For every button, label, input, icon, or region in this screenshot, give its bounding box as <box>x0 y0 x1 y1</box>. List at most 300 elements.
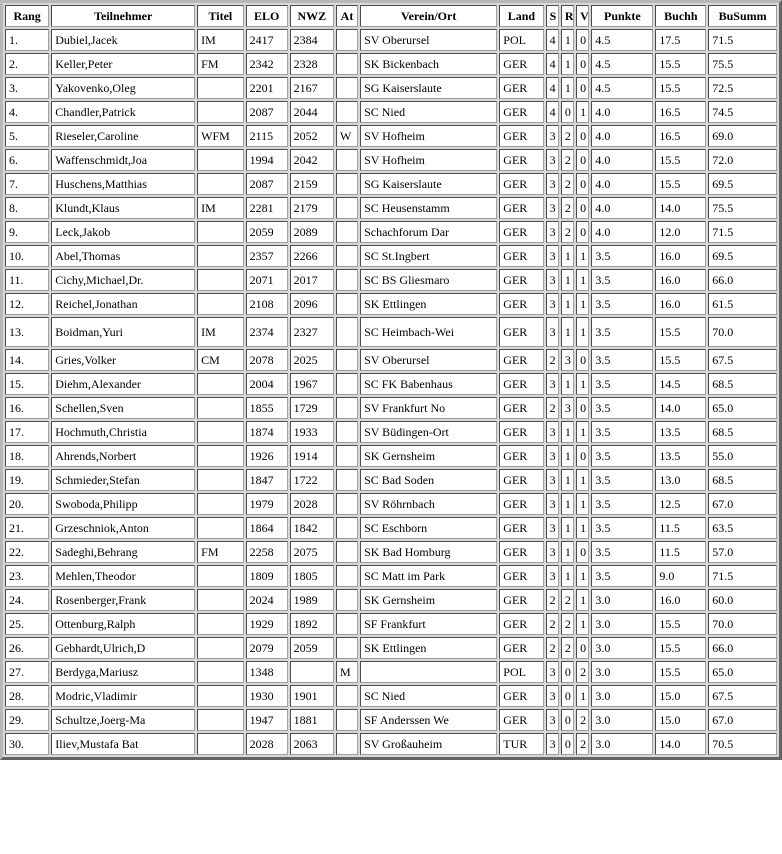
cell-nwz: 2052 <box>290 125 334 147</box>
cell-r: 2 <box>561 173 574 195</box>
cell-v: 2 <box>576 709 589 731</box>
table-row <box>5 493 777 515</box>
cell-titel <box>197 637 243 659</box>
cell-buchh: 16.0 <box>655 589 706 611</box>
cell-buchh: 12.0 <box>655 221 706 243</box>
cell-verein: SC Matt im Park <box>360 565 497 587</box>
cell-land: GER <box>499 613 543 635</box>
cell-nwz: 2089 <box>290 221 334 243</box>
cell-rang: 9. <box>5 221 49 243</box>
cell-busumm: 67.5 <box>708 685 777 707</box>
cell-s: 3 <box>546 269 559 291</box>
cell-elo: 2108 <box>246 293 288 315</box>
cell-land: GER <box>499 245 543 267</box>
cell-at: M <box>336 661 358 683</box>
cell-buchh: 15.5 <box>655 661 706 683</box>
cell-buchh: 16.5 <box>655 125 706 147</box>
cell-at <box>336 269 358 291</box>
cell-busumm: 66.0 <box>708 269 777 291</box>
cell-elo: 1864 <box>246 517 288 539</box>
cell-verein: SC Heusenstamm <box>360 197 497 219</box>
cell-elo: 2004 <box>246 373 288 395</box>
cell-s: 3 <box>546 445 559 467</box>
header-v: V <box>576 5 589 27</box>
cell-nwz: 2075 <box>290 541 334 563</box>
cell-busumm: 68.5 <box>708 469 777 491</box>
cell-titel: WFM <box>197 125 243 147</box>
header-busumm: BuSumm <box>708 5 777 27</box>
cell-r: 2 <box>561 125 574 147</box>
cell-s: 4 <box>546 29 559 51</box>
cell-verein: SV Röhrnbach <box>360 493 497 515</box>
cell-punkte: 3.0 <box>591 709 653 731</box>
cell-nwz: 2328 <box>290 53 334 75</box>
cell-teilnehmer: Iliev,Mustafa Bat <box>51 733 195 755</box>
table-row <box>5 29 777 51</box>
cell-punkte: 3.5 <box>591 317 653 347</box>
cell-verein: SC Nied <box>360 101 497 123</box>
cell-punkte: 4.5 <box>591 77 653 99</box>
cell-nwz: 2159 <box>290 173 334 195</box>
cell-verein: SC Eschborn <box>360 517 497 539</box>
header-row <box>5 5 777 27</box>
cell-verein: SV Hofheim <box>360 149 497 171</box>
cell-buchh: 15.5 <box>655 637 706 659</box>
cell-titel: IM <box>197 317 243 347</box>
cell-land: GER <box>499 517 543 539</box>
cell-verein: SK Bickenbach <box>360 53 497 75</box>
cell-land: GER <box>499 445 543 467</box>
cell-verein: SK Ettlingen <box>360 293 497 315</box>
cell-buchh: 13.0 <box>655 469 706 491</box>
cell-s: 3 <box>546 173 559 195</box>
cell-elo: 2028 <box>246 733 288 755</box>
cell-elo: 1994 <box>246 149 288 171</box>
cell-elo: 2342 <box>246 53 288 75</box>
table-row <box>5 565 777 587</box>
table-row <box>5 613 777 635</box>
table-row <box>5 445 777 467</box>
cell-buchh: 14.0 <box>655 733 706 755</box>
cell-titel: IM <box>197 29 243 51</box>
cell-s: 3 <box>546 149 559 171</box>
cell-r: 2 <box>561 637 574 659</box>
cell-s: 3 <box>546 565 559 587</box>
cell-busumm: 71.5 <box>708 29 777 51</box>
cell-r: 3 <box>561 397 574 419</box>
cell-punkte: 3.5 <box>591 517 653 539</box>
cell-nwz: 2167 <box>290 77 334 99</box>
cell-rang: 3. <box>5 77 49 99</box>
table-row <box>5 101 777 123</box>
cell-titel <box>197 293 243 315</box>
cell-busumm: 71.5 <box>708 565 777 587</box>
cell-rang: 19. <box>5 469 49 491</box>
cell-v: 0 <box>576 349 589 371</box>
cell-at <box>336 469 358 491</box>
cell-verein: SV Büdingen-Ort <box>360 421 497 443</box>
cell-teilnehmer: Grzeschniok,Anton <box>51 517 195 539</box>
cell-v: 0 <box>576 397 589 419</box>
cell-teilnehmer: Rieseler,Caroline <box>51 125 195 147</box>
cell-nwz: 1805 <box>290 565 334 587</box>
cell-teilnehmer: Huschens,Matthias <box>51 173 195 195</box>
cell-titel: FM <box>197 53 243 75</box>
cell-v: 1 <box>576 245 589 267</box>
cell-v: 1 <box>576 373 589 395</box>
cell-r: 1 <box>561 269 574 291</box>
cell-rang: 23. <box>5 565 49 587</box>
cell-busumm: 55.0 <box>708 445 777 467</box>
cell-punkte: 3.5 <box>591 565 653 587</box>
cell-s: 3 <box>546 709 559 731</box>
cell-busumm: 65.0 <box>708 661 777 683</box>
cell-s: 3 <box>546 245 559 267</box>
cell-teilnehmer: Modric,Vladimir <box>51 685 195 707</box>
cell-elo: 1809 <box>246 565 288 587</box>
cell-elo: 1855 <box>246 397 288 419</box>
table-row <box>5 197 777 219</box>
cell-s: 3 <box>546 517 559 539</box>
cell-land: GER <box>499 293 543 315</box>
cell-at <box>336 493 358 515</box>
cell-verein <box>360 661 497 683</box>
cell-teilnehmer: Keller,Peter <box>51 53 195 75</box>
cell-land: GER <box>499 125 543 147</box>
header-rang: Rang <box>5 5 49 27</box>
cell-titel <box>197 397 243 419</box>
cell-s: 3 <box>546 421 559 443</box>
cell-nwz: 1881 <box>290 709 334 731</box>
header-verein: Verein/Ort <box>360 5 497 27</box>
cell-s: 2 <box>546 589 559 611</box>
cell-r: 2 <box>561 197 574 219</box>
cell-nwz: 2017 <box>290 269 334 291</box>
cell-punkte: 4.0 <box>591 221 653 243</box>
cell-s: 4 <box>546 53 559 75</box>
cell-verein: SV Oberursel <box>360 349 497 371</box>
cell-punkte: 3.5 <box>591 541 653 563</box>
cell-elo: 2071 <box>246 269 288 291</box>
cell-at: W <box>336 125 358 147</box>
cell-buchh: 9.0 <box>655 565 706 587</box>
cell-punkte: 4.5 <box>591 53 653 75</box>
table-row <box>5 517 777 539</box>
table-row <box>5 77 777 99</box>
cell-at <box>336 149 358 171</box>
cell-buchh: 11.5 <box>655 517 706 539</box>
cell-r: 3 <box>561 349 574 371</box>
cell-land: GER <box>499 173 543 195</box>
cell-verein: SC Nied <box>360 685 497 707</box>
table-row <box>5 317 777 347</box>
cell-busumm: 70.0 <box>708 613 777 635</box>
cell-s: 3 <box>546 733 559 755</box>
cell-punkte: 3.0 <box>591 661 653 683</box>
cell-s: 3 <box>546 221 559 243</box>
cell-titel <box>197 149 243 171</box>
cell-teilnehmer: Diehm,Alexander <box>51 373 195 395</box>
table-row <box>5 397 777 419</box>
cell-busumm: 63.5 <box>708 517 777 539</box>
cell-land: GER <box>499 493 543 515</box>
cell-busumm: 70.5 <box>708 733 777 755</box>
cell-titel <box>197 269 243 291</box>
cell-punkte: 3.5 <box>591 373 653 395</box>
cell-punkte: 4.0 <box>591 125 653 147</box>
cell-rang: 6. <box>5 149 49 171</box>
table-row <box>5 589 777 611</box>
cell-punkte: 3.5 <box>591 445 653 467</box>
cell-v: 1 <box>576 269 589 291</box>
cell-at <box>336 541 358 563</box>
cell-rang: 16. <box>5 397 49 419</box>
cell-titel <box>197 421 243 443</box>
cell-elo: 2059 <box>246 221 288 243</box>
cell-rang: 26. <box>5 637 49 659</box>
cell-rang: 15. <box>5 373 49 395</box>
cell-at <box>336 565 358 587</box>
cell-teilnehmer: Rosenberger,Frank <box>51 589 195 611</box>
cell-busumm: 75.5 <box>708 53 777 75</box>
cell-r: 1 <box>561 29 574 51</box>
header-r: R <box>561 5 574 27</box>
cell-buchh: 14.5 <box>655 373 706 395</box>
cell-nwz: 2266 <box>290 245 334 267</box>
cell-rang: 24. <box>5 589 49 611</box>
header-nwz: NWZ <box>290 5 334 27</box>
cell-punkte: 3.5 <box>591 469 653 491</box>
cell-elo: 2115 <box>246 125 288 147</box>
cell-land: TUR <box>499 733 543 755</box>
cell-at <box>336 317 358 347</box>
cell-busumm: 67.0 <box>708 709 777 731</box>
header-punkte: Punkte <box>591 5 653 27</box>
header-land: Land <box>499 5 543 27</box>
cell-at <box>336 733 358 755</box>
cell-elo: 2281 <box>246 197 288 219</box>
cell-nwz: 2384 <box>290 29 334 51</box>
cell-titel: FM <box>197 541 243 563</box>
cell-v: 0 <box>576 173 589 195</box>
cell-titel <box>197 565 243 587</box>
cell-buchh: 17.5 <box>655 29 706 51</box>
cell-v: 0 <box>576 53 589 75</box>
cell-teilnehmer: Ahrends,Norbert <box>51 445 195 467</box>
cell-verein: SK Gernsheim <box>360 589 497 611</box>
cell-v: 0 <box>576 445 589 467</box>
table-row <box>5 245 777 267</box>
cell-at <box>336 709 358 731</box>
table-row <box>5 733 777 755</box>
cell-s: 3 <box>546 685 559 707</box>
cell-rang: 25. <box>5 613 49 635</box>
cell-s: 3 <box>546 197 559 219</box>
cell-punkte: 3.5 <box>591 397 653 419</box>
cell-busumm: 75.5 <box>708 197 777 219</box>
cell-teilnehmer: Gebhardt,Ulrich,D <box>51 637 195 659</box>
cell-elo: 1947 <box>246 709 288 731</box>
cell-nwz: 2059 <box>290 637 334 659</box>
cell-buchh: 15.5 <box>655 149 706 171</box>
cell-nwz: 2042 <box>290 149 334 171</box>
cell-s: 3 <box>546 469 559 491</box>
cell-s: 3 <box>546 661 559 683</box>
cell-r: 1 <box>561 541 574 563</box>
cell-titel <box>197 245 243 267</box>
cell-elo: 1929 <box>246 613 288 635</box>
cell-titel <box>197 101 243 123</box>
cell-at <box>336 685 358 707</box>
cell-rang: 11. <box>5 269 49 291</box>
cell-v: 2 <box>576 661 589 683</box>
cell-verein: SV Frankfurt No <box>360 397 497 419</box>
cell-busumm: 71.5 <box>708 221 777 243</box>
cell-titel <box>197 221 243 243</box>
cell-r: 0 <box>561 685 574 707</box>
cell-titel <box>197 173 243 195</box>
cell-verein: SC St.Ingbert <box>360 245 497 267</box>
cell-land: GER <box>499 685 543 707</box>
cell-nwz: 2327 <box>290 317 334 347</box>
cell-r: 1 <box>561 373 574 395</box>
cell-r: 1 <box>561 469 574 491</box>
cell-teilnehmer: Sadeghi,Behrang <box>51 541 195 563</box>
cell-nwz: 1842 <box>290 517 334 539</box>
cell-land: GER <box>499 565 543 587</box>
cell-nwz: 1967 <box>290 373 334 395</box>
cell-land: GER <box>499 77 543 99</box>
cell-busumm: 57.0 <box>708 541 777 563</box>
cell-elo: 1847 <box>246 469 288 491</box>
cell-punkte: 3.5 <box>591 245 653 267</box>
cell-punkte: 3.0 <box>591 589 653 611</box>
cell-busumm: 67.5 <box>708 349 777 371</box>
cell-r: 1 <box>561 245 574 267</box>
cell-punkte: 3.0 <box>591 733 653 755</box>
cell-at <box>336 445 358 467</box>
cell-teilnehmer: Berdyga,Mariusz <box>51 661 195 683</box>
cell-v: 1 <box>576 317 589 347</box>
cell-punkte: 3.5 <box>591 349 653 371</box>
cell-r: 1 <box>561 317 574 347</box>
cell-at <box>336 293 358 315</box>
cell-at <box>336 589 358 611</box>
cell-land: GER <box>499 397 543 419</box>
cell-at <box>336 637 358 659</box>
cell-at <box>336 77 358 99</box>
cell-at <box>336 197 358 219</box>
cell-at <box>336 397 358 419</box>
cell-rang: 29. <box>5 709 49 731</box>
cell-nwz: 2096 <box>290 293 334 315</box>
cell-buchh: 14.0 <box>655 197 706 219</box>
cell-buchh: 15.5 <box>655 317 706 347</box>
cell-nwz: 2063 <box>290 733 334 755</box>
cell-s: 3 <box>546 493 559 515</box>
cell-verein: SK Bad Homburg <box>360 541 497 563</box>
cell-v: 0 <box>576 221 589 243</box>
table-row <box>5 173 777 195</box>
cell-titel <box>197 589 243 611</box>
cell-elo: 1926 <box>246 445 288 467</box>
cell-land: GER <box>499 637 543 659</box>
cell-v: 0 <box>576 77 589 99</box>
cell-teilnehmer: Yakovenko,Oleg <box>51 77 195 99</box>
cell-buchh: 14.0 <box>655 397 706 419</box>
cell-s: 4 <box>546 77 559 99</box>
cell-elo: 2024 <box>246 589 288 611</box>
cell-v: 0 <box>576 149 589 171</box>
cell-r: 0 <box>561 709 574 731</box>
cell-nwz: 2179 <box>290 197 334 219</box>
cell-rang: 5. <box>5 125 49 147</box>
cell-r: 1 <box>561 53 574 75</box>
cell-s: 3 <box>546 317 559 347</box>
table-row <box>5 53 777 75</box>
cell-rang: 10. <box>5 245 49 267</box>
cell-r: 1 <box>561 517 574 539</box>
cell-rang: 8. <box>5 197 49 219</box>
cell-at <box>336 613 358 635</box>
cell-elo: 2417 <box>246 29 288 51</box>
cell-teilnehmer: Schultze,Joerg-Ma <box>51 709 195 731</box>
cell-at <box>336 29 358 51</box>
cell-r: 2 <box>561 221 574 243</box>
cell-rang: 4. <box>5 101 49 123</box>
cell-busumm: 70.0 <box>708 317 777 347</box>
cell-buchh: 16.5 <box>655 101 706 123</box>
cell-land: GER <box>499 421 543 443</box>
cell-buchh: 15.5 <box>655 77 706 99</box>
table-row <box>5 221 777 243</box>
cell-at <box>336 173 358 195</box>
cell-verein: SK Ettlingen <box>360 637 497 659</box>
cell-land: POL <box>499 29 543 51</box>
cell-rang: 7. <box>5 173 49 195</box>
cell-titel <box>197 493 243 515</box>
cell-r: 1 <box>561 565 574 587</box>
cell-titel <box>197 709 243 731</box>
cell-at <box>336 349 358 371</box>
cell-nwz: 1892 <box>290 613 334 635</box>
cell-teilnehmer: Mehlen,Theodor <box>51 565 195 587</box>
cell-verein: SF Frankfurt <box>360 613 497 635</box>
cell-verein: SG Kaiserslaute <box>360 77 497 99</box>
table-row <box>5 293 777 315</box>
cell-elo: 2079 <box>246 637 288 659</box>
cell-r: 2 <box>561 613 574 635</box>
cell-elo: 2258 <box>246 541 288 563</box>
table-row <box>5 269 777 291</box>
cell-buchh: 15.0 <box>655 685 706 707</box>
cell-buchh: 15.5 <box>655 53 706 75</box>
cell-at <box>336 221 358 243</box>
table-row <box>5 637 777 659</box>
cell-land: GER <box>499 373 543 395</box>
cell-rang: 13. <box>5 317 49 347</box>
cell-land: GER <box>499 221 543 243</box>
cell-rang: 21. <box>5 517 49 539</box>
cell-v: 1 <box>576 589 589 611</box>
cell-busumm: 72.0 <box>708 149 777 171</box>
cell-teilnehmer: Klundt,Klaus <box>51 197 195 219</box>
cell-busumm: 65.0 <box>708 397 777 419</box>
table-row <box>5 149 777 171</box>
cell-buchh: 12.5 <box>655 493 706 515</box>
cell-punkte: 3.0 <box>591 685 653 707</box>
cell-verein: SC Bad Soden <box>360 469 497 491</box>
